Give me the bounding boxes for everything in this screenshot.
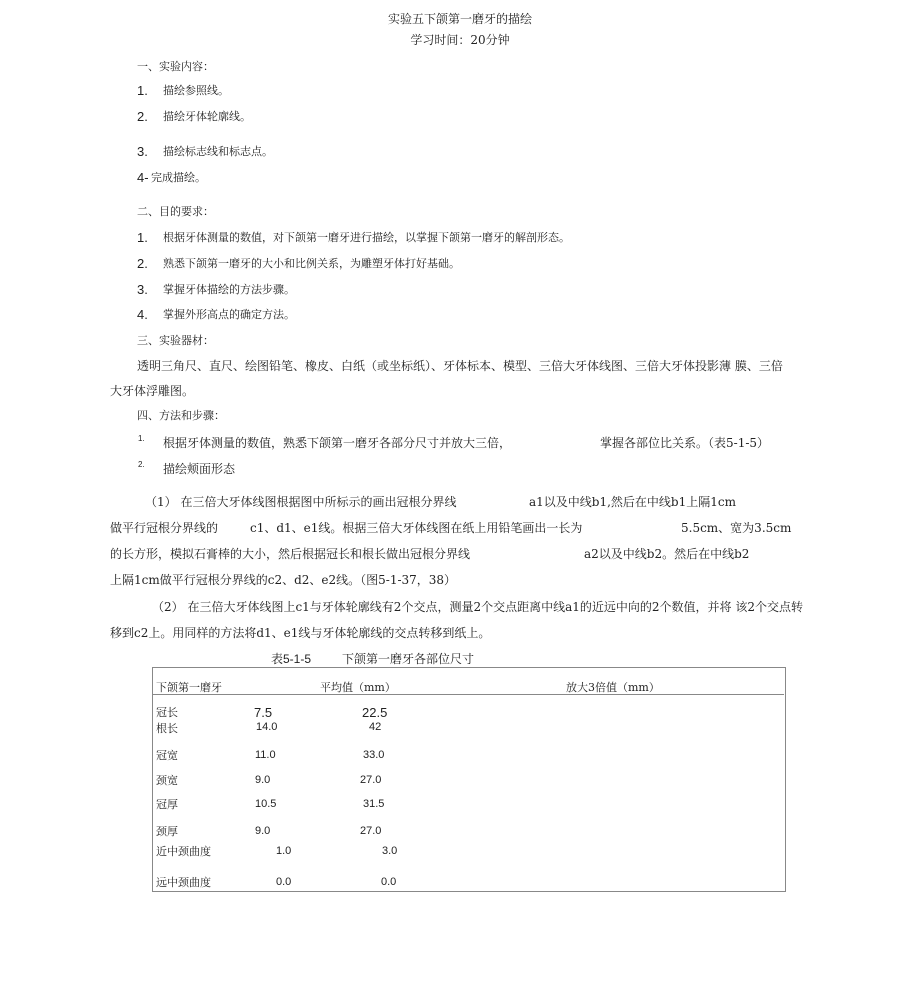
para1-line: 5.5cm、宽为3.5cm: [681, 521, 792, 535]
para1-line: a2以及中线b2。然后在中线b2: [584, 547, 750, 561]
section1-item-text: 描绘参照线。: [163, 84, 229, 97]
table-caption-title: 下颌第一磨牙各部位尺寸: [342, 652, 475, 666]
table-row-label: 远中颈曲度: [156, 876, 211, 889]
table-header-cell: 平均值（mm）: [320, 681, 396, 694]
section1-item-num: 2.: [137, 109, 148, 124]
table-row-x3: 22.5: [362, 705, 388, 720]
step1-number: 1.: [138, 434, 145, 443]
table-row-x3: 31.5: [363, 798, 385, 810]
section1-item-num: 1.: [137, 83, 148, 98]
table-header-divider: [152, 694, 784, 695]
table-row-avg: 9.0: [255, 774, 271, 786]
section2-item-text: 掌握牙体描绘的方法步骤。: [163, 283, 295, 296]
section1-item-text: 描绘标志线和标志点。: [163, 145, 273, 158]
table-row-x3: 27.0: [360, 774, 382, 786]
table-header-cell: 放大3倍值（mm）: [566, 681, 660, 694]
table-row-label: 近中颈曲度: [156, 845, 211, 858]
para2-line: 移到c2上。用同样的方法将d1、e1线与牙体轮廓线的交点转移到纸上。: [110, 626, 491, 640]
table-row-label: 颈宽: [156, 774, 178, 787]
section2-item-text: 熟悉下颌第一磨牙的大小和比例关系，为雕塑牙体打好基础。: [163, 257, 460, 270]
table-row-avg: 9.0: [255, 825, 271, 837]
section1-heading: 一、实验内容：: [137, 60, 214, 73]
para1-line: a1以及中线b1,然后在中线b1上隔1cm: [529, 495, 736, 509]
table-row-avg: 10.5: [255, 798, 277, 810]
section3-line: 大牙体浮雕图。: [110, 384, 195, 398]
table-row-label: 冠长: [156, 706, 178, 719]
section1-item-num: 4-: [137, 170, 149, 185]
section2-item-num: 4.: [137, 307, 148, 322]
section2-item-text: 掌握外形高点的确定方法。: [163, 308, 295, 321]
para1-line: c1、d1、e1线。根据三倍大牙体线图在纸上用铅笔画出一长为: [250, 521, 583, 535]
section1-item-text: 描绘牙体轮廓线。: [163, 110, 251, 123]
section4-heading: 四、方法和步骤：: [137, 409, 225, 422]
dimension-table: [152, 667, 786, 892]
table-row-avg: 1.0: [276, 845, 292, 857]
section1-item-num: 3.: [137, 144, 148, 159]
table-header-cell: 下颌第一磨牙: [156, 681, 222, 694]
table-row-avg: 7.5: [254, 705, 273, 720]
table-row-label: 颈厚: [156, 825, 178, 838]
table-row-x3: 42: [369, 721, 382, 733]
para1-line: （1） 在三倍大牙体线图根据图中所标示的画出冠根分界线: [145, 495, 457, 509]
table-row-x3: 33.0: [363, 749, 385, 761]
section3-line: 透明三角尺、直尺、绘图铅笔、橡皮、白纸（或坐标纸）、牙体标本、模型、三倍大牙体线图、三倍大牙体投影薄 膜、三倍: [137, 359, 783, 373]
section2-item-num: 1.: [137, 230, 148, 245]
para2-line: （2） 在三倍大牙体线图上c1与牙体轮廓线有2个交点，测量2个交点距离中线a1的近远中向的2个数值，并将 该2个交点转: [152, 600, 803, 614]
page-title: 实验五下颌第一磨牙的描绘: [387, 12, 533, 26]
table-row-avg: 11.0: [255, 749, 276, 761]
table-row-avg: 0.0: [276, 876, 292, 888]
step2-number: 2.: [138, 460, 145, 469]
table-row-label: 冠厚: [156, 798, 178, 811]
section3-heading: 三、实验器材：: [137, 334, 214, 347]
table-row-x3: 27.0: [360, 825, 382, 837]
section2-item-num: 2.: [137, 256, 148, 271]
step1-text-end: 掌握各部位比关系。（表5-1-5）: [600, 436, 770, 450]
table-row-label: 根长: [156, 722, 178, 735]
table-row-avg: 14.0: [256, 721, 278, 733]
table-row-x3: 3.0: [382, 845, 398, 857]
para1-line: 的长方形，模拟石膏棒的大小，然后根据冠长和根长做出冠根分界线: [110, 547, 471, 561]
table-row-label: 冠宽: [156, 749, 178, 762]
para1-line: 做平行冠根分界线的: [110, 521, 219, 535]
section2-item-num: 3.: [137, 282, 148, 297]
table-row-x3: 0.0: [381, 876, 397, 888]
section1-item-text: 完成描绘。: [151, 171, 206, 184]
step2-text: 描绘颊面形态: [163, 462, 236, 476]
section2-item-text: 根据牙体测量的数值，对下颌第一磨牙进行描绘，以掌握下颌第一磨牙的解剖形态。: [163, 231, 570, 244]
section2-heading: 二、目的要求：: [137, 205, 214, 218]
study-time: 学习时间：20分钟: [410, 33, 510, 47]
step1-text: 根据牙体测量的数值，熟悉下颌第一磨牙各部分尺寸并放大三倍，: [163, 436, 512, 450]
para1-line: 上隔1cm做平行冠根分界线的c2、d2、e2线。（图5-1-37，38）: [110, 573, 457, 587]
table-caption-number: 表5-1-5: [271, 652, 312, 666]
